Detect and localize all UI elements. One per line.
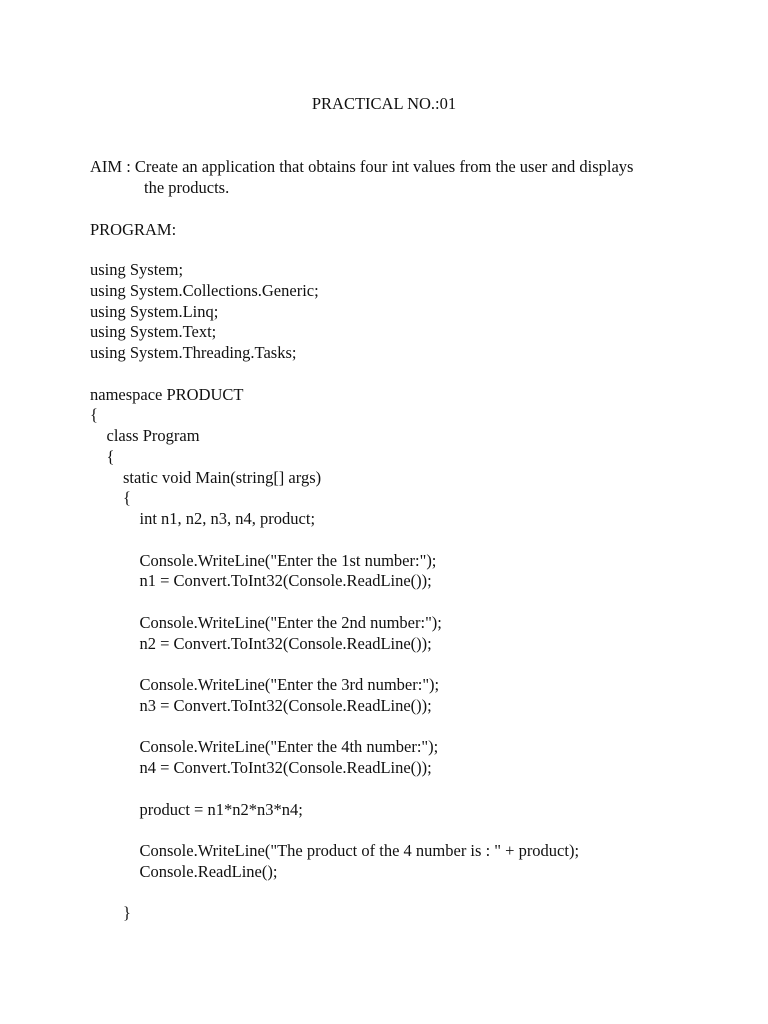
code-line	[90, 820, 579, 841]
program-code-block	[90, 260, 579, 924]
code-line: {	[90, 446, 115, 466]
code-line: {	[90, 488, 131, 508]
code-line: using System.Collections.Generic;	[90, 280, 319, 300]
code-line: }	[90, 903, 131, 923]
code-line: using System.Threading.Tasks;	[90, 343, 297, 362]
code-line: class Program	[90, 426, 200, 445]
code-line: Console.WriteLine("Enter the 1st number:");	[90, 550, 437, 570]
code-line: Console.ReadLine();	[90, 861, 278, 881]
code-line	[90, 779, 579, 800]
code-line: n2 = Convert.ToInt32(Console.ReadLine());	[90, 633, 432, 653]
code-line: n4 = Convert.ToInt32(Console.ReadLine());	[90, 758, 432, 777]
code-line: n3 = Convert.ToInt32(Console.ReadLine());	[90, 695, 432, 715]
code-line	[90, 364, 579, 385]
code-line: using System.Text;	[90, 322, 217, 342]
code-line: namespace PRODUCT	[90, 384, 244, 404]
aim-text-line-2: the products.	[144, 178, 230, 197]
practical-title: PRACTICAL NO.:01	[311, 94, 457, 113]
code-line	[90, 717, 579, 738]
code-line	[90, 654, 579, 675]
code-line: product = n1*n2*n3*n4;	[90, 799, 303, 819]
code-line	[90, 883, 579, 904]
code-line	[90, 592, 579, 613]
code-line: Console.WriteLine("Enter the 4th number:");	[90, 737, 439, 757]
aim-text-line-1: AIM : Create an application that obtains four int values from the user and displays	[90, 157, 634, 176]
code-line: using System;	[90, 260, 184, 279]
code-line	[90, 530, 579, 551]
code-line: using System.Linq;	[90, 301, 219, 321]
code-line: Console.WriteLine("The product of the 4 number is : " + product);	[90, 841, 580, 860]
code-line: Console.WriteLine("Enter the 3rd number:");	[90, 675, 440, 694]
code-line: Console.WriteLine("Enter the 2nd number:");	[90, 612, 442, 632]
code-line: n1 = Convert.ToInt32(Console.ReadLine());	[90, 571, 432, 591]
code-line: int n1, n2, n3, n4, product;	[90, 509, 316, 528]
code-line: {	[90, 405, 98, 425]
program-heading: PROGRAM:	[90, 220, 177, 239]
code-line: static void Main(string[] args)	[90, 467, 322, 487]
